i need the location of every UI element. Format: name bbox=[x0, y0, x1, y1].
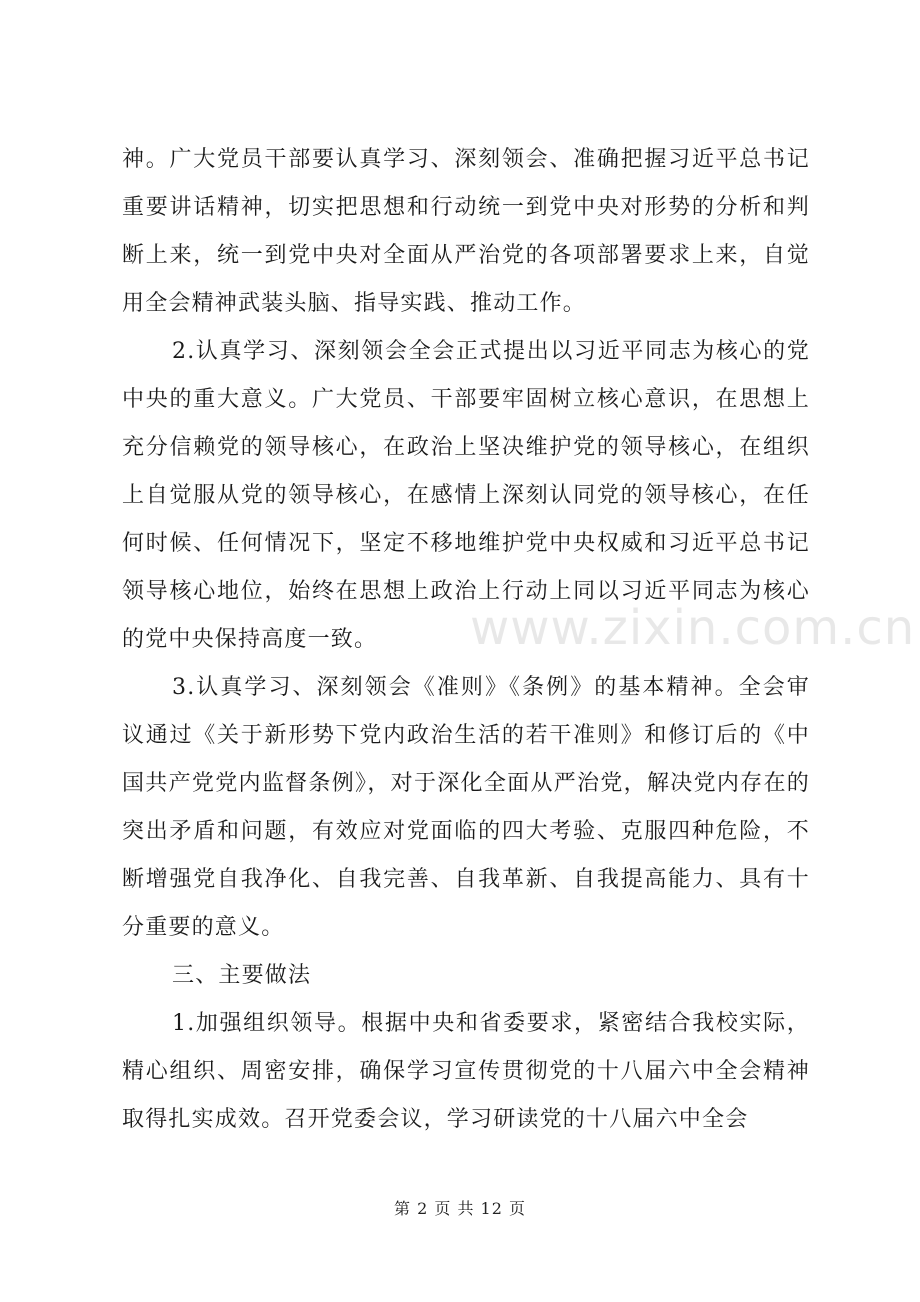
paragraph-method-1: 1.加强组织领导。根据中央和省委要求，紧密结合我校实际，精心组织、周密安排，确保学习宣传贯彻党的十八届六中全会精神取得扎实成效。召开党委会议，学习研读党的十八届六中全会 bbox=[122, 1011, 810, 1132]
paragraph-item-3: 3.认真学习、深刻领会《准则》《条例》的基本精神。全会审议通过《关于新形势下党内政治生活的若干准则》和修订后的《中国共产党党内监督条例》，对于深化全面从严治党，解决党内存在的突出矛盾和问题，有效应对党面临的四大考验、克服四种危险，不断增强党自我净化、自我完善、自我革新、自我提高能力、具有十分重要的意义。 bbox=[122, 675, 810, 940]
paragraph-item-2: 2.认真学习、深刻领会全会正式提出以习近平同志为核心的党中央的重大意义。广大党员、干部要牢固树立核心意识，在思想上充分信赖党的领导核心，在政治上坚决维护党的领导核心，在组织上自觉服从党的领导核心，在感情上深刻认同党的领导核心，在任何时候、任何情况下，坚定不移地维护党中央权威和习近平总书记领导核心地位，始终在思想上政治上行动上同以习近平同志为核心的党中央保持高度一致。 bbox=[122, 339, 810, 652]
section-heading-3: 三、主要做法 bbox=[172, 963, 312, 988]
page-footer: 第 2 页 共 12 页 bbox=[394, 1199, 526, 1218]
watermark: www.zixin.com.cn bbox=[470, 600, 916, 656]
paragraph-continuation: 神。广大党员干部要认真学习、深刻领会、准确把握习近平总书记重要讲话精神，切实把思想和行动统一到党中央对形势的分析和判断上来，统一到党中央对全面从严治党的各项部署要求上来，自觉用全会精神武装头脑、指导实践、推动工作。 bbox=[122, 147, 810, 316]
